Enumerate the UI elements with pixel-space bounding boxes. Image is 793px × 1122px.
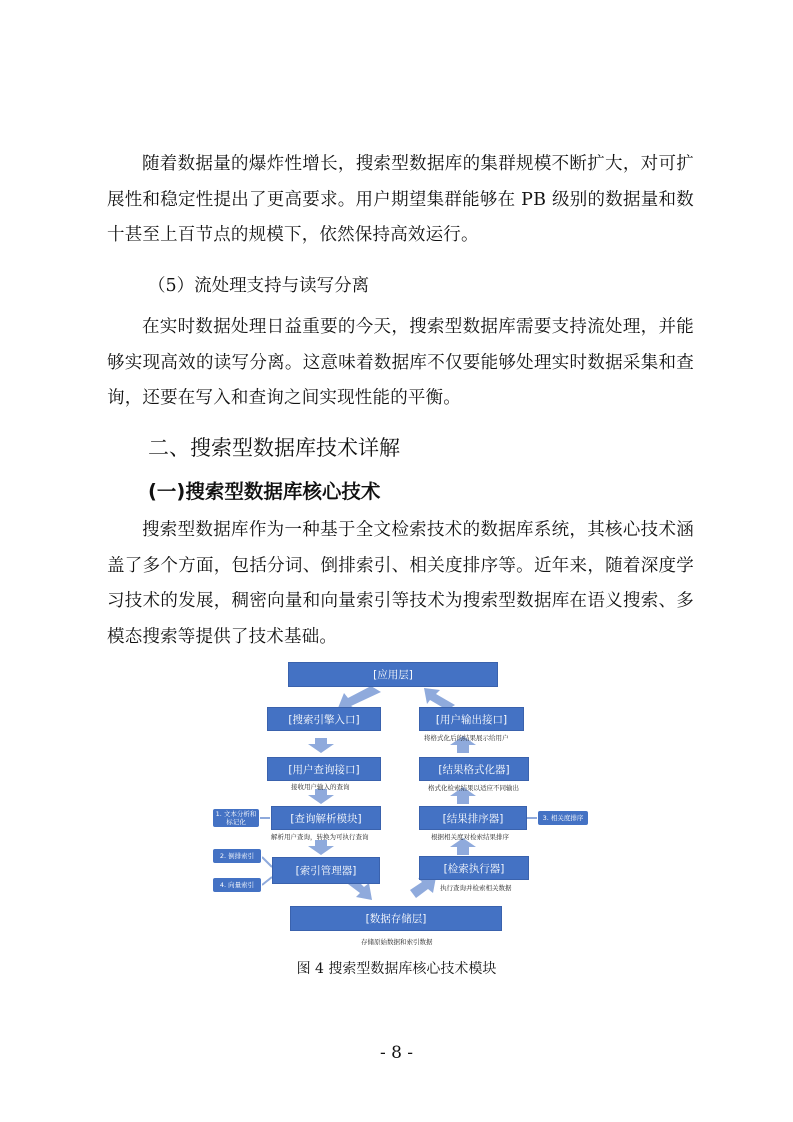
- side-text-analysis: 1. 文本分析和标记化: [212, 808, 260, 828]
- box-executor: [检索执行器]: [419, 856, 529, 880]
- desc-formatter: 格式化检索结果以适应不同输出: [428, 784, 519, 792]
- arrow-parser-to-index: [308, 840, 334, 855]
- box-parser: [查询解析模块]: [271, 806, 381, 830]
- figure-caption: 图 4 搜索型数据库核心技术模块: [296, 961, 497, 977]
- box-storage: [数据存储层]: [290, 906, 502, 931]
- paragraph-scalability: 随着数据量的爆炸性增长，搜索型数据库的集群规模不断扩大，对可扩展性和稳定性提出了更高要求。用户期望集群能够在 PB 级别的数据量和数十甚至上百节点的规模下，依然保持高效运行。: [107, 154, 694, 245]
- arrow-entry-to-query: [308, 738, 334, 753]
- desc-parser: 解析用户查询，转换为可执行查询: [271, 833, 369, 841]
- box-output-interface: [用户输出接口]: [419, 707, 524, 731]
- side-inverted-index: 2. 倒排索引: [212, 848, 262, 864]
- box-formatter: [结果格式化器]: [419, 757, 529, 781]
- box-app-layer: [应用层]: [288, 662, 498, 687]
- subsection-heading: (一)搜索型数据库核心技术: [148, 480, 381, 503]
- box-search-entry: [搜索引擎入口]: [267, 707, 381, 731]
- box-index-manager: [索引管理器]: [272, 857, 380, 884]
- arrow-storage-to-executor: [410, 877, 436, 898]
- side-vector-index: 4. 向量索引: [212, 877, 262, 893]
- connector-inverted-index: [262, 857, 272, 867]
- paragraph-core-tech: 搜索型数据库作为一种基于全文检索技术的数据库系统，其核心技术涵盖了多个方面，包括分词、倒排索引、相关度排序等。近年来，随着深度学习技术的发展，稠密向量和向量索引等技术为搜索型数据库在语义搜索、多模态搜索等提供了技术基础。: [107, 520, 694, 647]
- desc-executor: 执行查询并检索相关数据: [440, 884, 512, 892]
- arrow-app-to-entry: [338, 686, 381, 709]
- connector-vector-index: [262, 877, 272, 885]
- desc-output-interface: 将格式化后的结果展示给用户: [424, 734, 509, 742]
- paragraph-stream-processing: 在实时数据处理日益重要的今天，搜索型数据库需要支持流处理，并能够实现高效的读写分离。这意味着数据库不仅要能够处理实时数据采集和查询，还要在写入和查询之间实现性能的平衡。: [107, 317, 694, 408]
- box-sorter: [结果排序器]: [419, 806, 527, 830]
- subheading-stream-processing: （5）流处理支持与读写分离: [148, 276, 370, 296]
- desc-query-interface: 接收用户输入的查询: [291, 783, 350, 791]
- page-number: - 8 -: [379, 1043, 414, 1063]
- section-heading: 二、搜索型数据库技术详解: [148, 436, 400, 460]
- box-query-interface: [用户查询接口]: [267, 757, 381, 781]
- desc-sorter: 根据相关度对检索结果排序: [431, 833, 509, 841]
- side-relevance: 3. 相关度排序: [537, 810, 589, 826]
- desc-storage: 存储原始数据和索引数据: [361, 938, 433, 946]
- arrow-query-to-parser: [308, 789, 334, 804]
